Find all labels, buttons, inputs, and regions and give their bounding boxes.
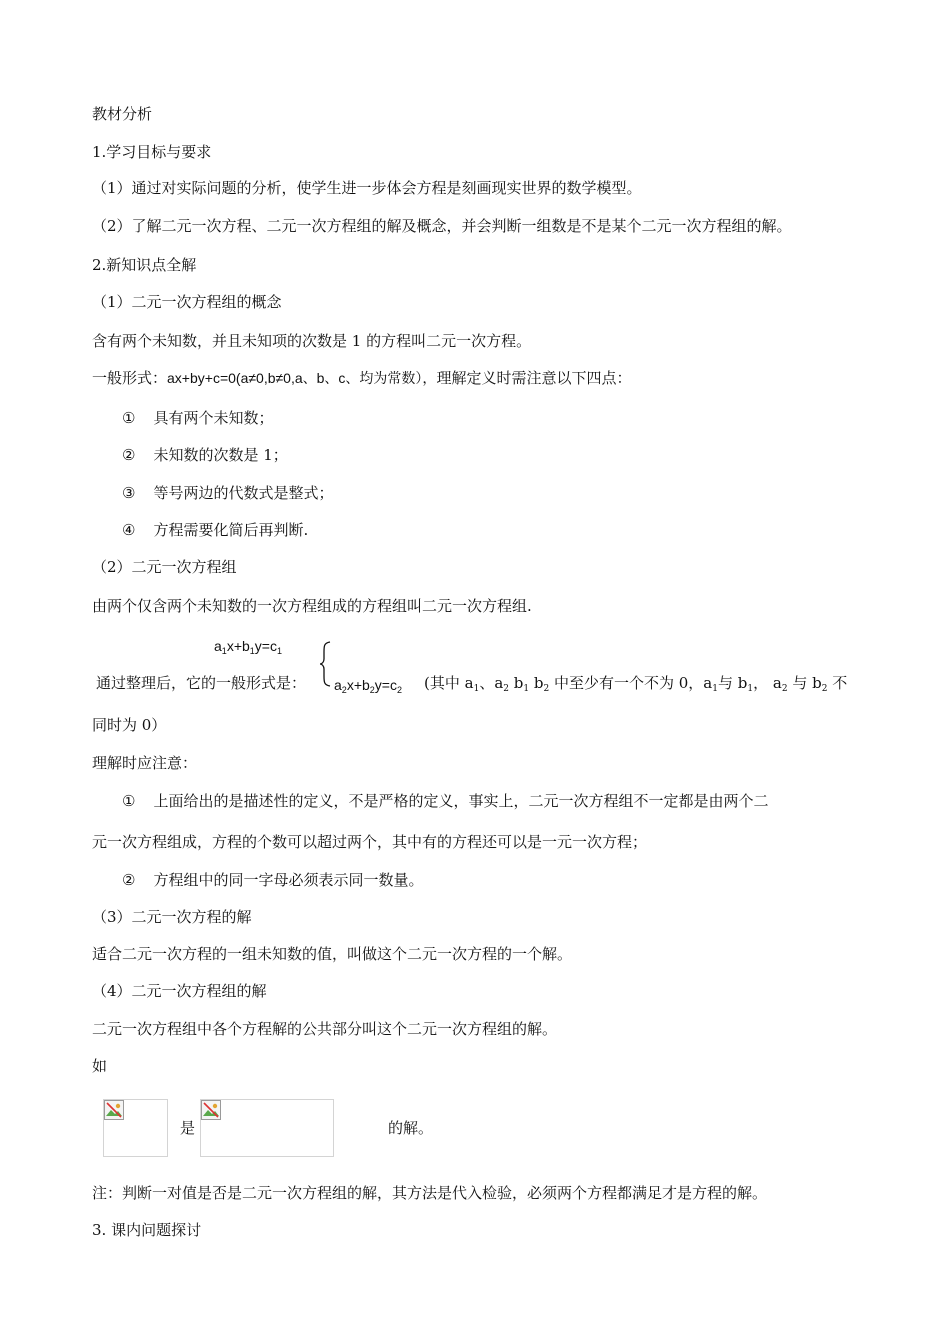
point-number: ①: [122, 409, 136, 427]
broken-image-icon: [201, 1100, 221, 1120]
doc-heading: 教材分析: [92, 105, 153, 123]
subsection-3-title: （3）二元一次方程的解: [92, 908, 252, 926]
general-form-tail: 理解定义时需注意以下四点：: [436, 369, 632, 387]
subsection-4-definition: 二元一次方程组中各个方程解的公共部分叫这个二元一次方程组的解。: [92, 1020, 558, 1038]
point-number: ②: [122, 871, 136, 889]
section-1-title: 1.学习目标与要求: [92, 143, 212, 161]
point-text: 方程需要化简后再判断.: [153, 521, 309, 539]
equation-system-image-placeholder: [200, 1099, 334, 1157]
point-number: ④: [122, 521, 136, 539]
system-equation-1: $a_1x+b_1y=c_1$: [214, 638, 282, 656]
point-text: 未知数的次数是 1；: [153, 446, 288, 464]
point-1: [122, 408, 273, 428]
attention-title: 理解时应注意：: [92, 754, 198, 772]
system-condition: (其中 $a_1$、$a_2$ $b_1$ $b_2$ 中至少有一个不为 0，$a_1$与 $b_1$， $a_2$ 与 $b_2$ 不: [424, 674, 848, 694]
subsection-1-definition: 含有两个未知数，并且未知项的次数是 1 的方程叫二元一次方程。: [92, 332, 532, 350]
example-is: 是: [180, 1119, 196, 1137]
attention-1-cont: 元一次方程组成，方程的个数可以超过两个，其中有的方程还可以是一元一次方程；: [92, 833, 648, 851]
left-brace-icon: [318, 640, 334, 688]
system-lead: 通过整理后，它的一般形式是：: [96, 674, 307, 692]
general-form-formula: ax+by+c=0(a≠0,b≠0,a、b、c、均为常数），: [167, 370, 437, 386]
example-tail: 的解。: [388, 1119, 434, 1137]
point-3: [122, 483, 333, 503]
solution-image-placeholder: [103, 1099, 168, 1157]
subsection-3-definition: 适合二元一次方程的一组未知数的值，叫做这个二元一次方程的一个解。: [92, 945, 573, 963]
attention-2: [122, 870, 423, 890]
section-1-item-2: （2）了解二元一次方程、二元一次方程组的解及概念，并会判断一组数是不是某个二元一次方程组的解。: [92, 217, 792, 235]
attention-1-text: 上面给出的是描述性的定义，不是严格的定义，事实上，二元一次方程组不一定都是由两个二: [153, 792, 769, 810]
subsection-1-title: （1）二元一次方程组的概念: [92, 293, 282, 311]
point-number: ①: [122, 792, 136, 810]
section-3-title: 3. 课内问题探讨: [92, 1221, 202, 1239]
point-text: 具有两个未知数；: [153, 409, 274, 427]
section-1-item-1: （1）通过对实际问题的分析，使学生进一步体会方程是刻画现实世界的数学模型。: [92, 179, 642, 197]
note: 注：判断一对值是否是二元一次方程组的解，其方法是代入检验，必须两个方程都满足才是方程的解。: [92, 1184, 768, 1202]
section-2-title: 2.新知识点全解: [92, 256, 197, 274]
subsection-2-definition: 由两个仅含两个未知数的一次方程组成的方程组叫二元一次方程组.: [92, 597, 532, 615]
broken-image-icon: [104, 1100, 124, 1120]
system-equation-2: $a_2x+b_2y=c_2$: [334, 677, 402, 695]
general-form-label: 一般形式：: [92, 369, 168, 387]
point-4: [122, 520, 308, 540]
point-number: ②: [122, 446, 136, 464]
attention-2-text: 方程组中的同一字母必须表示同一数量。: [153, 871, 424, 889]
attention-1: [122, 791, 768, 811]
general-form-line: [92, 368, 631, 388]
system-condition-cont: 同时为 0）: [92, 716, 167, 734]
point-2: [122, 445, 288, 465]
subsection-4-title: （4）二元一次方程组的解: [92, 982, 267, 1000]
point-number: ③: [122, 484, 136, 502]
subsection-2-title: （2）二元一次方程组: [92, 558, 237, 576]
example-lead: 如: [92, 1057, 108, 1075]
point-text: 等号两边的代数式是整式；: [153, 484, 334, 502]
